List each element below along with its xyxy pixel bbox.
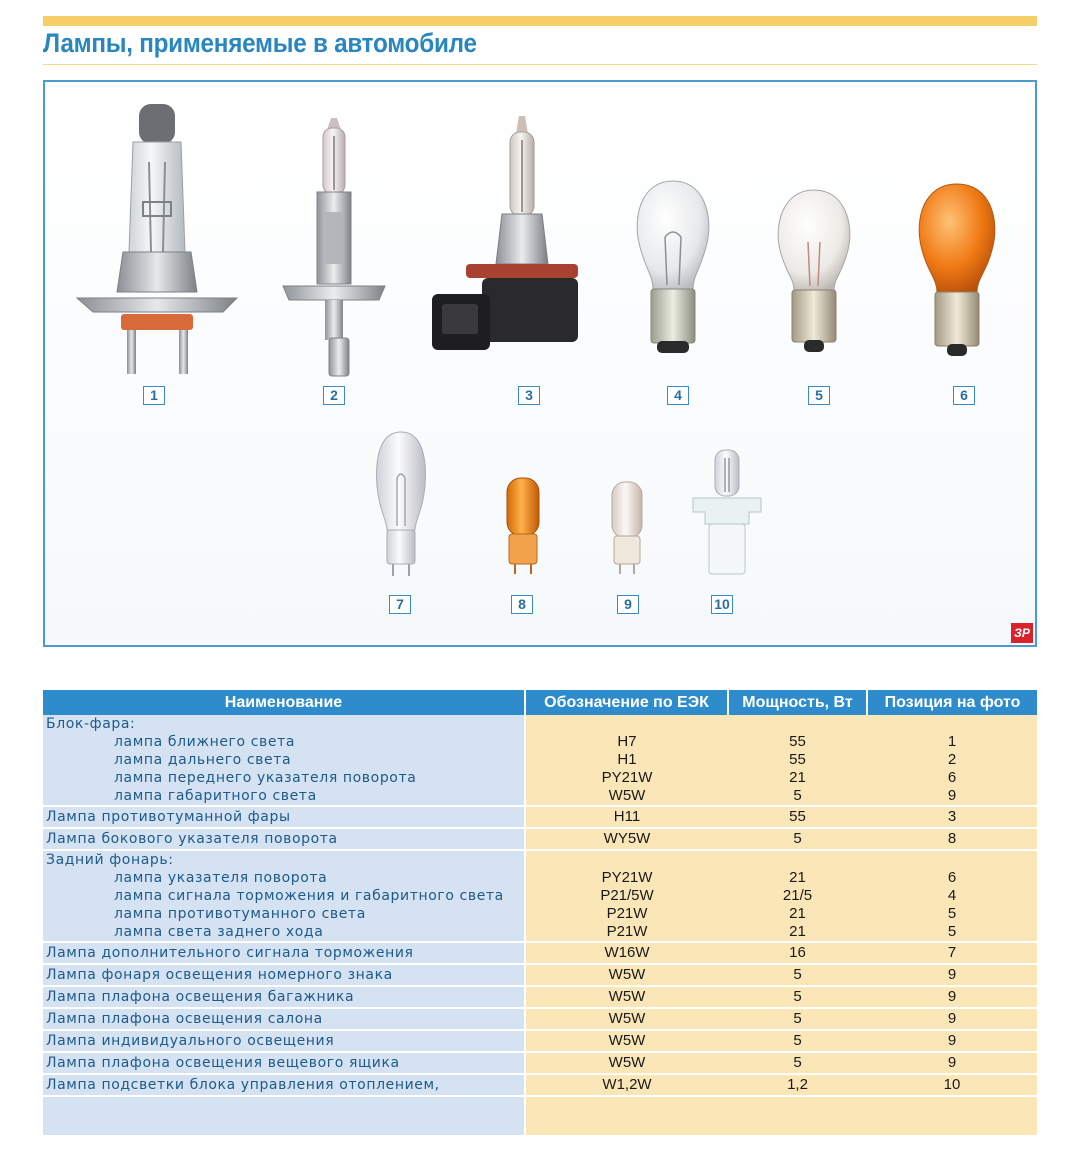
row-name: Лампа подсветки блока управления отоплением, [46,1077,440,1093]
lamp-position: 6 [947,769,957,786]
sub-item-name: лампа переднего указателя поворота [114,770,417,786]
row-code-cell [525,850,728,942]
lamp-power: 16 [789,944,806,961]
h11-lamp-image [428,114,588,354]
group-title: Блок-фара: [46,716,136,732]
page-title: Лампы, применяемые в автомобиле [43,28,477,58]
lamp-code: H11 [613,808,641,825]
lamp-power: 1,2 [787,1076,808,1093]
lamp-label-6: 6 [953,386,975,405]
table-header-row [43,690,1037,715]
py21w-lamp-image [915,180,999,362]
lamp-label-9: 9 [617,595,639,614]
lamp-position: 4 [947,887,957,904]
lamp-code [526,1107,728,1125]
lamp-label-5: 5 [808,386,830,405]
lamp-position: 9 [947,1054,957,1071]
lamp-power: 55 [789,751,806,768]
row-name: Лампа противотуманной фары [46,809,291,825]
sub-item-name: лампа противотуманного света [114,906,366,922]
lamp-power: 5 [793,1054,802,1071]
lamp-position: 9 [947,1032,957,1049]
column-header-position: Позиция на фото [867,690,1037,715]
lamp-code: W5W [608,787,646,804]
lamp-label-7: 7 [389,595,411,614]
w16w-lamp-image [371,430,431,580]
table-row [43,850,1037,942]
lamp-position: 9 [947,787,957,804]
lamp-label-2: 2 [323,386,345,405]
lamp-code: W5W [608,966,646,983]
row-power-cell [728,715,867,806]
lamp-power: 5 [793,787,802,804]
lamp-code: P21/5W [600,887,654,904]
lamps-table [43,690,1037,1137]
column-header-power: Мощность, Вт [728,690,867,715]
row-name: Лампа дополнительного сигнала торможения [46,945,414,961]
lamp-code: W1,2W [602,1076,652,1093]
table-row [43,942,1037,964]
sub-item-name: лампа сигнала торможения и габаритного света [114,888,504,904]
lamp-label-3: 3 [518,386,540,405]
lamp-position: 3 [947,808,957,825]
lamp-code: P21W [606,923,648,940]
lamp-power: 55 [789,733,806,750]
lamp-code: W5W [608,1010,646,1027]
wy5w-lamp-image [501,476,545,576]
row-name: Лампа индивидуального освещения [46,1033,335,1049]
sub-item-name: лампа света заднего хода [114,924,324,940]
top-accent-bar [43,16,1037,26]
row-name: Лампа фонаря освещения номерного знака [46,967,393,983]
lamp-code: W16W [604,944,650,961]
lamp-label-1: 1 [143,386,165,405]
table-row [43,1030,1037,1052]
sub-item-name: лампа дальнего света [114,752,292,768]
lamp-power: 21 [789,769,806,786]
lamp-position: 9 [947,988,957,1005]
table-row [43,1096,1037,1136]
lamp-code: PY21W [601,869,653,886]
lamp-power: 5 [793,966,802,983]
table-row [43,986,1037,1008]
lamp-photo-panel [43,80,1037,647]
table-row [43,1074,1037,1096]
lamp-power: 21 [789,905,806,922]
sub-item-name: лампа ближнего света [114,734,295,750]
title-divider [43,64,1037,65]
lamp-position: 9 [947,1010,957,1027]
lamp-position: 5 [947,923,957,940]
row-name-cell [43,715,525,806]
lamp-position [867,1107,1037,1125]
publisher-logo: ЗР [1011,623,1033,643]
row-name: Лампа плафона освещения салона [46,1011,323,1027]
row-name: Лампа бокового указателя поворота [46,831,338,847]
lamp-position: 7 [947,944,957,961]
lamp-power: 21/5 [782,887,813,904]
row-position-cell [867,850,1037,942]
lamp-code: H7 [617,733,637,750]
lamp-code: PY21W [601,769,653,786]
lamp-code: W5W [608,1054,646,1071]
lamp-position: 9 [947,966,957,983]
lamp-power: 5 [793,988,802,1005]
lamp-power: 21 [789,869,806,886]
lamp-power: 5 [793,1010,802,1027]
w5w-lamp-image [607,480,647,576]
row-name [46,1097,524,1116]
lamp-position: 10 [943,1076,961,1093]
row-power-cell [728,850,867,942]
table-row [43,1008,1037,1030]
lamp-code: P21W [606,905,648,922]
lamp-code: H1 [617,751,637,768]
table-row [43,806,1037,828]
h7-lamp-image [73,102,243,377]
row-name: Лампа плафона освещения багажника [46,989,355,1005]
sub-item-name: лампа указателя поворота [114,870,328,886]
h1-lamp-image [279,116,389,381]
lamp-position: 1 [947,733,957,750]
sub-item-name: лампа габаритного света [114,788,317,804]
table-row [43,1052,1037,1074]
row-code-cell [525,715,728,806]
lamp-code: W5W [608,988,646,1005]
lamp-position: 2 [947,751,957,768]
lamp-power: 21 [789,923,806,940]
lamp-power: 5 [793,1032,802,1049]
lamp-position: 5 [947,905,957,922]
table-row [43,828,1037,850]
lamp-code: W5W [608,1032,646,1049]
lamp-power [728,1107,867,1125]
column-header-code: Обозначение по ЕЭК [525,690,728,715]
row-name-continued [46,1116,524,1135]
row-name-cell [43,850,525,942]
lamp-label-8: 8 [511,595,533,614]
w1-2w-lamp-image [689,448,765,578]
group-title: Задний фонарь: [46,852,174,868]
p21-5w-lamp-image [631,177,715,357]
p21w-lamp-image [772,186,856,358]
column-header-name: Наименование [43,690,525,715]
lamp-label-10: 10 [711,595,733,614]
lamp-code: WY5W [603,830,651,847]
lamp-label-4: 4 [667,386,689,405]
lamp-position: 8 [947,830,957,847]
lamp-power: 5 [793,830,802,847]
row-position-cell [867,715,1037,806]
table-row [43,964,1037,986]
table-row [43,715,1037,806]
lamp-power: 55 [789,808,806,825]
row-name: Лампа плафона освещения вещевого ящика [46,1055,400,1071]
lamp-position: 6 [947,869,957,886]
